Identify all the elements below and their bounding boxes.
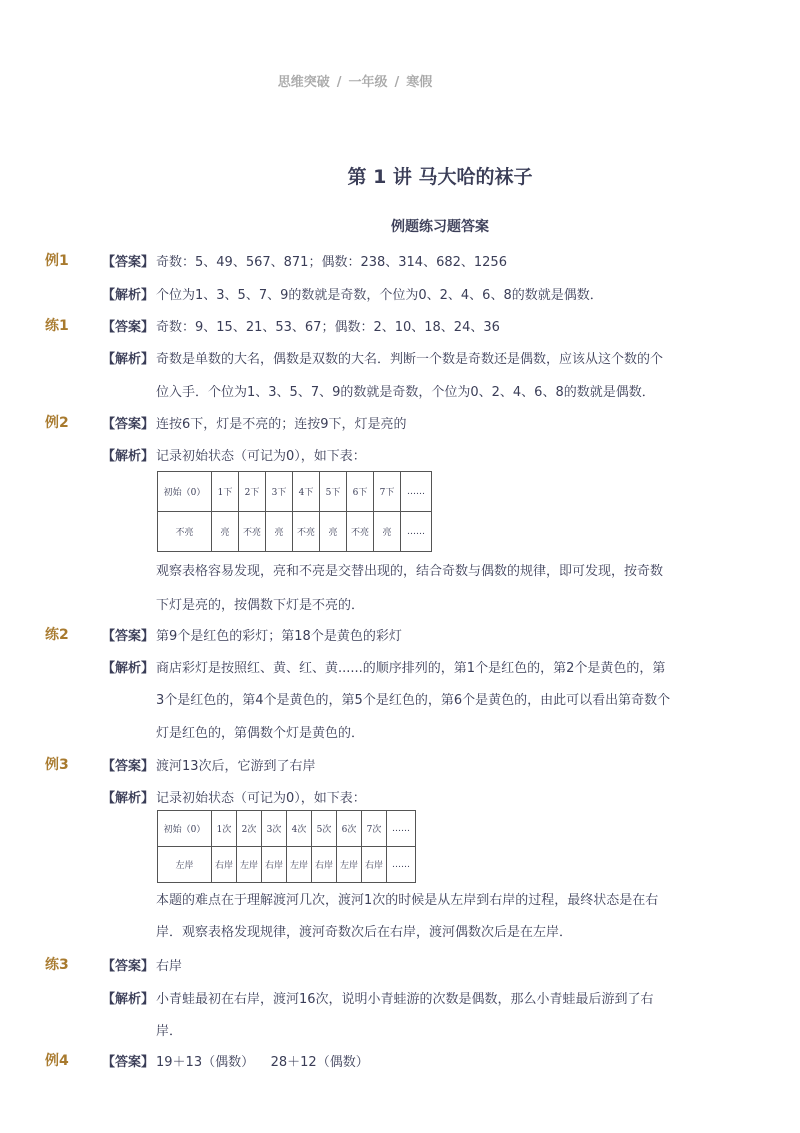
answer-tag: 【答案】 [102,629,155,644]
analysis-text: 下灯是亮的，按偶数下灯是不亮的． [156,598,365,613]
analysis-tag: 【解析】 [102,992,155,1007]
answer-tag: 【答案】 [102,959,155,974]
analysis-text: 岸． [156,1024,183,1039]
analysis-tag: 【解析】 [102,661,155,676]
table-row [158,472,432,512]
section-subtitle: 例题练习题答案 [391,219,489,235]
table-row [158,811,416,847]
table-cell: 4下 [293,472,320,512]
answer-text: 奇数：9、15、21、53、67；偶数：2、10、18、24、36 [156,320,500,335]
answer-text: 渡河13次后，它游到了右岸 [156,759,316,774]
breadcrumb-separator: / [336,75,342,90]
answer-text: 19＋13（偶数） 28＋12（偶数） [156,1055,369,1070]
table-cell: 左岸 [287,847,312,883]
analysis-text: 个位为1、3、5、7、9的数就是奇数，个位为0、2、4、6、8的数就是偶数． [156,288,603,303]
table-cell: 7下 [374,472,401,512]
breadcrumb-separator: / [394,75,400,90]
table-cell: 6次 [337,811,362,847]
analysis-text: 灯是红色的，第偶数个灯是黄色的． [156,726,365,741]
item-label: 练3 [45,957,69,973]
analysis-text: 本题的难点在于理解渡河几次，渡河1次的时候是从左岸到右岸的过程，最终状态是在右 [156,893,659,908]
analysis-text: 岸．观察表格发现规律，渡河奇数次后在右岸，渡河偶数次后是在左岸． [156,925,573,940]
table-cell: 4次 [287,811,312,847]
item-label: 练1 [45,318,69,334]
table-cell: 左岸 [337,847,362,883]
item-label: 例2 [45,415,69,431]
answer-tag: 【答案】 [102,417,155,432]
breadcrumb-term: 寒假 [406,75,433,90]
table-cell: 右岸 [262,847,287,883]
table-cell: …… [387,811,416,847]
answer-tag: 【答案】 [102,1055,155,1070]
table-cell: 3下 [266,472,293,512]
table-cell: 5下 [320,472,347,512]
breadcrumb-course: 思维突破 [277,75,330,90]
item-label: 例3 [45,757,69,773]
table-cell: 亮 [212,512,239,552]
table-cell: 初始（0） [158,811,212,847]
table-cell: 亮 [266,512,293,552]
table-cell: …… [401,472,432,512]
table-cell: 右岸 [312,847,337,883]
table-cell: 不亮 [158,512,212,552]
answer-text: 奇数：5、49、567、871；偶数：238、314、682、1256 [156,255,507,270]
table-cell: 不亮 [293,512,320,552]
answer-text: 第9个是红色的彩灯；第18个是黄色的彩灯 [156,629,402,644]
answer-tag: 【答案】 [102,759,155,774]
analysis-text: 商店彩灯是按照红、黄、红、黄......的顺序排列的，第1个是红色的，第2个是黄色的，第 [156,661,666,676]
item-label: 例4 [45,1053,69,1069]
table-cell: 1下 [212,472,239,512]
table-cell: 不亮 [239,512,266,552]
analysis-text: 记录初始状态（可记为0），如下表： [156,449,366,464]
table-cell: 左岸 [237,847,262,883]
table-cell: 左岸 [158,847,212,883]
light-state-table [157,471,432,552]
table-cell: 亮 [374,512,401,552]
table-cell: 5次 [312,811,337,847]
analysis-tag: 【解析】 [102,791,155,806]
item-label: 练2 [45,627,69,643]
table-cell: 右岸 [212,847,237,883]
table-cell: 7次 [362,811,387,847]
table-row [158,512,432,552]
analysis-text: 位入手．个位为1、3、5、7、9的数就是奇数，个位为0、2、4、6、8的数就是偶数． [156,385,655,400]
analysis-tag: 【解析】 [102,288,155,303]
breadcrumb-grade: 一年级 [348,75,388,90]
answer-text: 右岸 [156,959,183,974]
answer-tag: 【答案】 [102,255,155,270]
table-cell: …… [401,512,432,552]
analysis-tag: 【解析】 [102,352,155,367]
answer-tag: 【答案】 [102,320,155,335]
analysis-text: 小青蛙最初在右岸，渡河16次，说明小青蛙游的次数是偶数，那么小青蛙最后游到了右 [156,992,654,1007]
analysis-text: 奇数是单数的大名，偶数是双数的大名．判断一个数是奇数还是偶数，应该从这个数的个 [156,352,664,367]
answer-text: 连按6下，灯是不亮的；连按9下，灯是亮的 [156,417,407,432]
table-cell: 2下 [239,472,266,512]
analysis-tag: 【解析】 [102,449,155,464]
table-cell: 6下 [347,472,374,512]
table-cell: 初始（0） [158,472,212,512]
table-cell: …… [387,847,416,883]
page-title: 第 1 讲 马大哈的袜子 [347,166,533,188]
table-cell: 3次 [262,811,287,847]
table-cell: 2次 [237,811,262,847]
breadcrumb [0,71,710,90]
table-cell: 亮 [320,512,347,552]
river-crossing-table [157,810,416,883]
item-label: 例1 [45,253,69,269]
analysis-text: 3个是红色的，第4个是黄色的，第5个是红色的，第6个是黄色的，由此可以看出第奇数个 [156,693,671,708]
table-cell: 1次 [212,811,237,847]
analysis-text: 观察表格容易发现，亮和不亮是交替出现的，结合奇数与偶数的规律，即可发现，按奇数 [156,564,664,579]
analysis-text: 记录初始状态（可记为0），如下表： [156,791,366,806]
table-row [158,847,416,883]
table-cell: 不亮 [347,512,374,552]
table-cell: 右岸 [362,847,387,883]
